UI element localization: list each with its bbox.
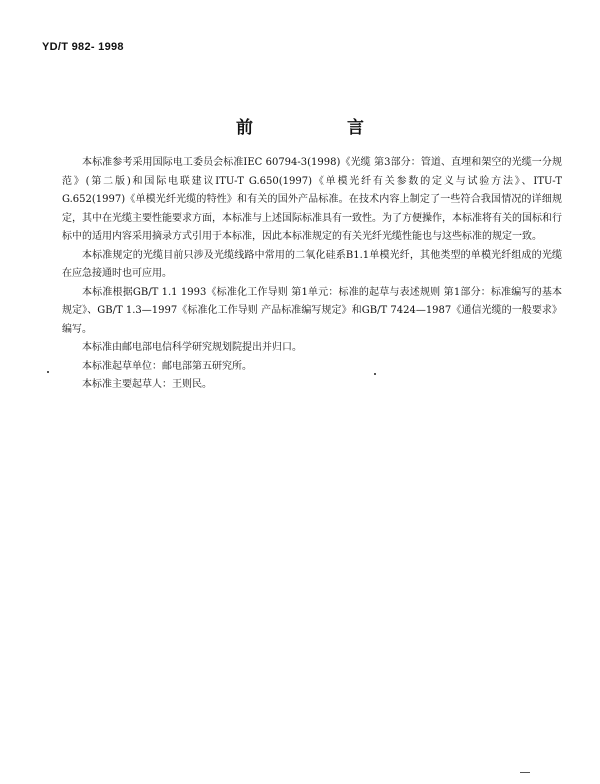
page-title: 前 言 <box>236 118 408 138</box>
scan-speck <box>374 373 376 375</box>
paragraph-drafting-unit: 本标准起草单位：邮电部第五研究所。 <box>82 360 252 372</box>
paragraph-drafting-rules: 本标准根据GB/T 1.1 1993《标准化工作导则 第1单元：标准的起草与表述规则 第1部分：标准编写的基本规定》、GB/T 1.3—1997《标准化工作导则 产品标准编写规定》和GB/T 7424—1987《通信光缆的一般要求》编写。 <box>62 286 562 335</box>
scan-speck <box>47 371 49 373</box>
scan-speck <box>520 772 530 773</box>
paragraph-drafter: 本标准主要起草人：王则民。 <box>82 379 212 390</box>
paragraph-proposer: 本标准由邮电部电信科学研究规划院提出并归口。 <box>82 342 302 353</box>
standard-code-header: YD/T 982- 1998 <box>42 41 124 53</box>
foreword-body <box>62 154 562 395</box>
paragraph-scope-fiber: 本标准规定的光缆目前只涉及光缆线路中常用的二氧化硅系B1.1单模光纤，其他类型的单模光纤组成的光缆在应急接通时也可应用。 <box>62 249 562 279</box>
paragraph-adoption-basis: 本标准参考采用国际电工委员会标准IEC 60794-3(1998)《光缆 第3部分：管道、直埋和架空的光缆一分规范》(第二版)和国际电联建议ITU-T G.650(1997)《单模光纤有关参数的定义与试验方法》、ITU-T G.652(1997)《单模光纤光缆的特性》和有关的国外产品标准。在技术内容上制定了一些符合我国情况的详细规定，其中在光缆主要性能要求方面，本标准与上述国际标准具有一致性。为了方便操作，本标准将有关的国标和行标中的适用内容采用摘录方式引用于本标准，因此本标准规定的有关光纤光缆性能也与这些标准的规定一致。 <box>62 157 562 242</box>
